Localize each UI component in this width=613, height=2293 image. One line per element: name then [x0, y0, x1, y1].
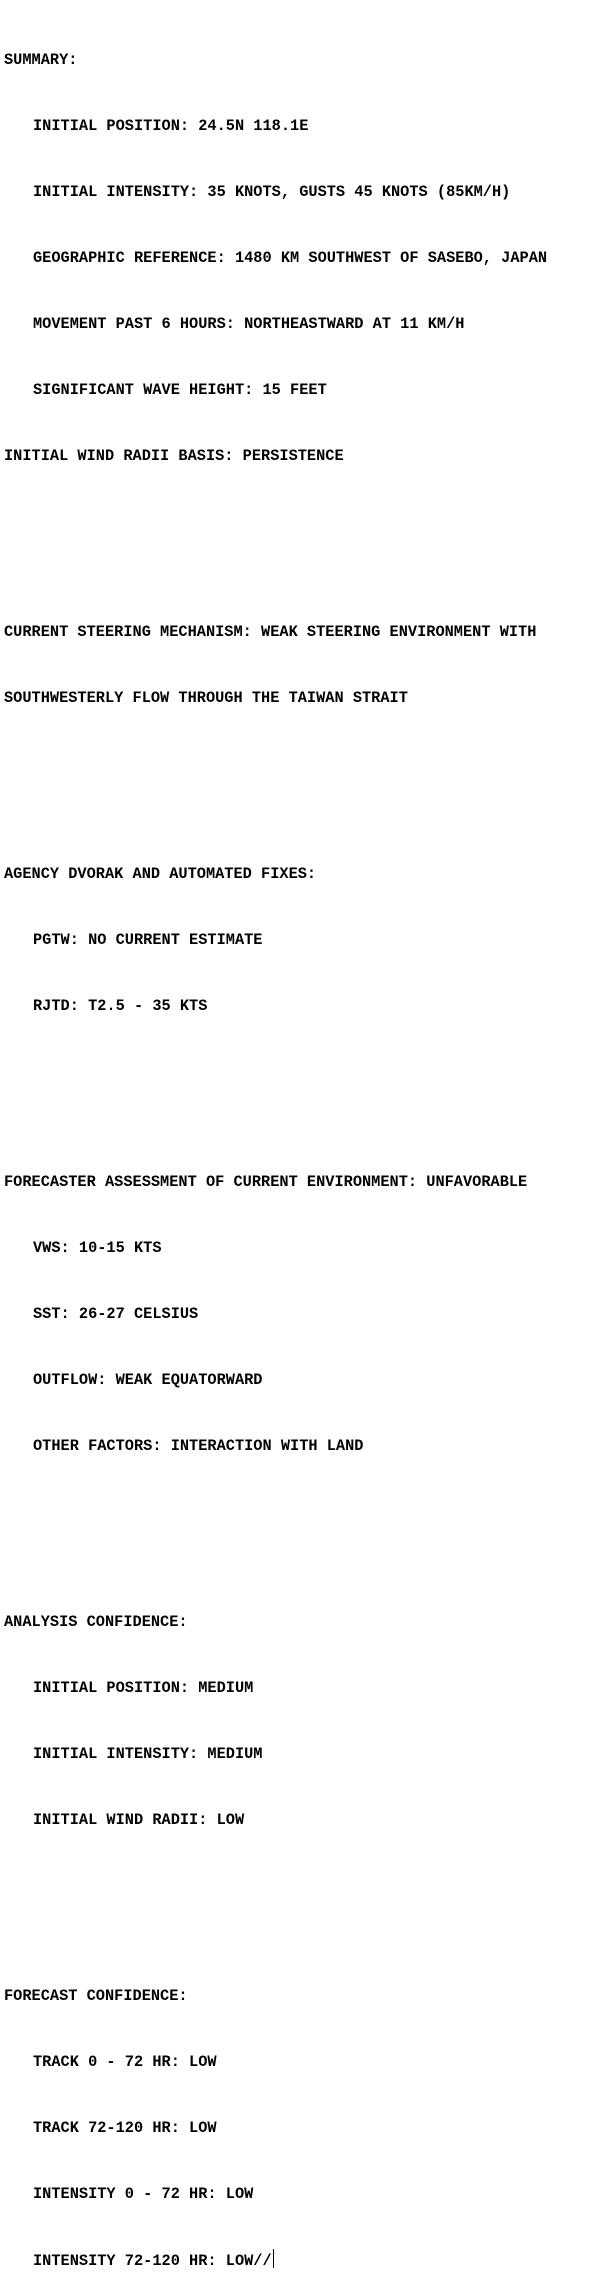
blank-line: [4, 775, 610, 797]
blank-line: [4, 533, 610, 555]
summary-movement: MOVEMENT PAST 6 HOURS: NORTHEASTWARD AT 11 KM/H: [33, 315, 465, 333]
dvorak-rjtd: RJTD: T2.5 - 35 KTS: [33, 997, 208, 1015]
environment-sst: SST: 26-27 CELSIUS: [33, 1305, 199, 1323]
analysis-initial-intensity: INITIAL INTENSITY: MEDIUM: [33, 1745, 263, 1763]
analysis-initial-position: INITIAL POSITION: MEDIUM: [33, 1679, 254, 1697]
summary-wave-height: SIGNIFICANT WAVE HEIGHT: 15 FEET: [33, 381, 327, 399]
analysis-initial-wind-radii: INITIAL WIND RADII: LOW: [33, 1811, 245, 1829]
dvorak-heading: AGENCY DVORAK AND AUTOMATED FIXES:: [4, 865, 317, 883]
environment-vws: VWS: 10-15 KTS: [33, 1239, 162, 1257]
environment-outflow: OUTFLOW: WEAK EQUATORWARD: [33, 1371, 263, 1389]
summary-heading: SUMMARY:: [4, 51, 78, 69]
steering-line-2: SOUTHWESTERLY FLOW THROUGH THE TAIWAN STRAIT: [4, 689, 408, 707]
bulletin-text: [4, 5, 610, 2293]
environment-heading: FORECASTER ASSESSMENT OF CURRENT ENVIRONMENT: UNFAVORABLE: [4, 1173, 528, 1191]
forecast-track-0-72: TRACK 0 - 72 HR: LOW: [33, 2053, 217, 2071]
wind-radii-basis: INITIAL WIND RADII BASIS: PERSISTENCE: [4, 447, 344, 465]
blank-line: [4, 1083, 610, 1105]
environment-other-factors: OTHER FACTORS: INTERACTION WITH LAND: [33, 1437, 364, 1455]
blank-line: [4, 1897, 610, 1919]
forecast-intensity-72-120: INTENSITY 72-120 HR: LOW//: [33, 2252, 272, 2270]
summary-geographic-reference: GEOGRAPHIC REFERENCE: 1480 KM SOUTHWEST OF SASEBO, JAPAN: [33, 249, 548, 267]
summary-initial-intensity: INITIAL INTENSITY: 35 KNOTS, GUSTS 45 KNOTS (85KM/H): [33, 183, 511, 201]
analysis-confidence-heading: ANALYSIS CONFIDENCE:: [4, 1613, 188, 1631]
dvorak-pgtw: PGTW: NO CURRENT ESTIMATE: [33, 931, 263, 949]
forecast-confidence-heading: FORECAST CONFIDENCE:: [4, 1987, 188, 2005]
summary-initial-position: INITIAL POSITION: 24.5N 118.1E: [33, 117, 309, 135]
forecast-intensity-0-72: INTENSITY 0 - 72 HR: LOW: [33, 2185, 254, 2203]
forecast-track-72-120: TRACK 72-120 HR: LOW: [33, 2119, 217, 2137]
forecast-intensity-72-120-line: [4, 2249, 610, 2271]
text-cursor: [273, 2249, 274, 2268]
steering-line-1: CURRENT STEERING MECHANISM: WEAK STEERING ENVIRONMENT WITH: [4, 623, 537, 641]
blank-line: [4, 1523, 610, 1545]
